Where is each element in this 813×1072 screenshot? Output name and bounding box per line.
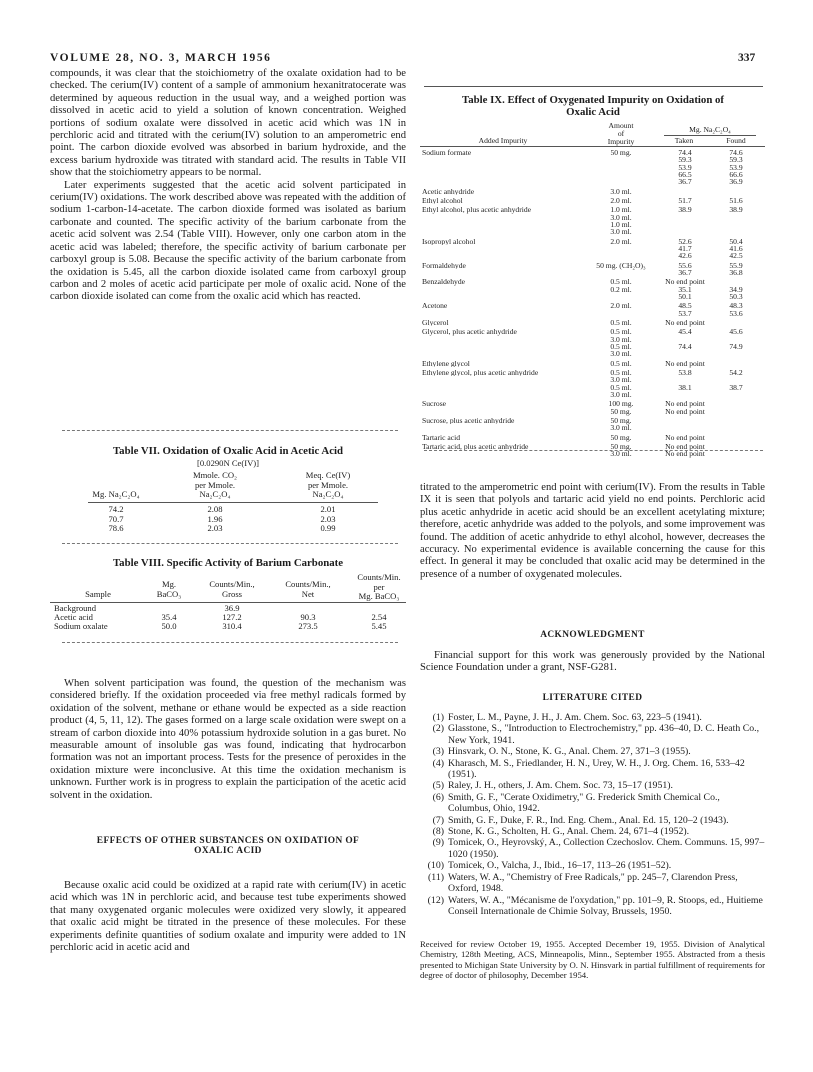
- table-row: [50, 622, 406, 631]
- cell: 2.01: [320, 504, 336, 514]
- reference-item: [420, 792, 765, 815]
- cell-name: Sucrose, plus acetic anhydride: [422, 417, 515, 425]
- table-row: [420, 238, 765, 262]
- acknowledgment-heading: ACKNOWLEDGMENT: [540, 630, 645, 640]
- reference-item: [420, 815, 765, 826]
- reference-item: [420, 860, 765, 871]
- cell: 1.96: [207, 513, 223, 524]
- cell-amount: 0.5 ml.: [610, 358, 632, 368]
- header-line: Impurity: [607, 137, 635, 146]
- table-vii-body: [50, 505, 406, 534]
- reference-text: Smith, G. F., "Cerate Oxidimetry," G. Frederick Smith Chemical Co., Columbus, Ohio, 1942.: [448, 791, 720, 815]
- header-line: BaCO₃: [156, 588, 182, 599]
- reference-item: [420, 723, 765, 746]
- cell-found: 51.6: [729, 195, 743, 205]
- table-vii: [50, 458, 406, 534]
- table-row: [420, 328, 765, 359]
- reference-text: Tomicek, O., Heyrovský, A., Collection Czechoslov. Chem. Communs. 15, 997–1020 (1950).: [448, 837, 765, 860]
- table-ix-header-impurity: Added Impurity: [478, 136, 528, 145]
- table-row: [420, 369, 765, 400]
- paragraph-stoichiometry: compounds, it was clear that the stoichiometry of the oxalate oxidation had to be checked. The cerium(IV) content of a sample of ammonium hexanitratocerate was determined by aqueous reduction in the usual way, and a weighed portion was dissolved in acetic acid to yield a solution of known concentration. Weighed portions of sodium oxalate were dissolved in acetic acid which was 1N in perchloric acid and titrated with the cerium(IV) solution to an amperometric end point. The carbon dioxide evolved was absorbed in barium hydroxide, and the excess barium hydroxide was titrated with standard acid. The results in Table VII show that the stoichiometry appears to be normal.: [50, 68, 406, 179]
- cell: 5.45: [371, 620, 387, 631]
- divider: [62, 642, 398, 643]
- cell-found: 50.4 41.6 42.5: [729, 236, 743, 261]
- reference-text: Stone, K. G., Scholten, H. G., Anal. Chem. 24, 671–4 (1952).: [448, 826, 690, 838]
- table-row: [50, 505, 406, 515]
- table-row: [50, 524, 406, 534]
- acknowledgment: [420, 650, 765, 675]
- cell-name: Ethylene glycol, plus acetic anhydride: [422, 369, 539, 377]
- cell: 78.6: [108, 523, 124, 534]
- cell-taken: 45.4 74.4: [678, 327, 692, 352]
- cell-found: 34.9 50.3: [729, 284, 743, 301]
- table-vii-title: Table VII. Oxidation of Oxalic Acid in Acetic Acid: [112, 445, 344, 457]
- cell: 35.4: [161, 611, 177, 622]
- cell-found: 48.3 53.6: [729, 301, 743, 318]
- cell-found: 54.2 38.7: [729, 368, 743, 392]
- cell-name: Tartaric acid: [422, 433, 461, 442]
- cell-name: Sucrose: [422, 400, 447, 408]
- reference-number: (6): [432, 791, 444, 803]
- cell-taken: 52.6 41.7 42.6: [678, 236, 692, 261]
- cell-name: Glycerol, plus acetic anhydride: [422, 328, 517, 336]
- reference-number: (2): [432, 723, 444, 735]
- reference-number: (9): [432, 837, 444, 849]
- header-line: Na₂C₂O₄: [199, 489, 231, 500]
- table-rule: [420, 146, 765, 147]
- table-vii-header-co2: [160, 471, 270, 500]
- header-line: per Mmole.: [194, 479, 236, 490]
- table-vii-subtitle: [0.0290N Ce(IV)]: [196, 458, 260, 468]
- cell: Sodium oxalate: [54, 620, 108, 631]
- table-row: [420, 188, 765, 197]
- table-vii-header-mg: Mg. Na₂C₂O₄: [92, 489, 140, 499]
- header-line: Mg.: [161, 579, 177, 589]
- table-viii: [50, 573, 406, 633]
- header-line: Counts/Min.,: [209, 579, 255, 589]
- cell-taken: 53.8 38.1: [678, 368, 692, 392]
- reference-text: Glasstone, S., "Introduction to Electrochemistry," pp. 436–40, D. C. Heath Co., New York, 1941.: [448, 723, 760, 746]
- reference-text: Waters, W. A., "Chemistry of Free Radicals," pp. 245–7, Clarendon Press, Oxford, 1948.: [448, 871, 738, 895]
- table-viii-header-gross: [194, 580, 270, 599]
- cell-name: Ethyl alcohol: [422, 196, 463, 205]
- left-effects: [50, 880, 406, 954]
- paragraph-solvent-participation: Later experiments suggested that the acetic acid solvent participated in cerium(IV) oxidations. The work described above was repeated with the addition of sodium 1-carbon-14-acetate. The carbon dioxide formed was isolated as barium carbonate and counted. The specific activity of the barium carbonate from the acetic acid solvent was 2.54 (Table VIII). However, only one carbon atom in the acetic acid was labeled; therefore, the specific activity of barium carbonate per carboxyl group is 5.08. Because the specific activity of the barium carbonate from the oxidation is 5.45, all the carbon dioxide isolated came from carboxyl group carbon and 2 moles of acetic acid participate per mole of oxalic acid. None of the carbon dioxide isolated can come from the oxalic acid which has reacted.: [50, 179, 406, 303]
- reference-number: (5): [432, 780, 444, 792]
- cell-taken: No end point No end point: [665, 399, 705, 416]
- title-line: Table IX. Effect of Oxygenated Impurity on Oxidation of: [461, 94, 725, 106]
- table-row: [420, 149, 765, 188]
- cell: 310.4: [222, 620, 242, 631]
- reference-number: (3): [432, 746, 444, 758]
- reference-item: [420, 712, 765, 723]
- cell-amount: 100 mg. 50 mg.: [608, 399, 634, 416]
- header-line: Na₂C₂O₄: [312, 489, 344, 500]
- cell-amount: 2.0 ml.: [610, 301, 632, 311]
- left-mechanism: [50, 678, 406, 802]
- reference-item: [420, 826, 765, 837]
- paragraph-results: titrated to the amperometric end point with cerium(IV). From the results in Table IX it is seen that polyols and tartaric acid yield no end points. Perchloric acid plus acetic anhydride in acetic acid should be an excellent acetylating mixture; therefore, acetic anhydride was added to the polyols, and some improvement was found. The addition of acetic anhydride to ethyl alcohol, however, decreases the accuracy. No experimental evidence is available concerning the cause for this effect. In general it may be concluded that oxalic acid may be determined in the presence of a number of oxygenated molecules.: [420, 482, 765, 580]
- divider: [62, 543, 398, 544]
- cell-amount: 2.0 ml.: [610, 195, 632, 205]
- title-line: Oxalic Acid: [566, 106, 620, 118]
- header-line: Net: [301, 588, 315, 599]
- cell-name: Isopropyl alcohol: [422, 237, 476, 245]
- reference-text: Kharasch, M. S., Friedlander, H. N., Urey, W. H., J. Org. Chem. 16, 533–42 (1951).: [448, 757, 745, 781]
- table-row: [420, 400, 765, 417]
- table-ix-header-amount: [588, 122, 654, 146]
- table-viii-header-mg: [146, 580, 192, 599]
- table-row: [420, 206, 765, 237]
- header-line: per Mmole.: [307, 479, 349, 490]
- reference-number: (12): [427, 894, 444, 906]
- cell-amount: 50 mg. 3.0 ml.: [610, 442, 632, 459]
- header-line: Mmole. CO₂: [192, 470, 238, 480]
- cell-amount: 50 mg.: [610, 148, 632, 157]
- cell-taken: No end point: [665, 318, 705, 328]
- table-rule: [88, 502, 378, 503]
- table-ix-header-taken: Taken: [674, 136, 694, 145]
- cell: 36.9: [224, 603, 240, 613]
- header-line: of: [617, 129, 625, 138]
- paragraph-effects: Because oxalic acid could be oxidized at a rapid rate with cerium(IV) in acetic acid which was 1N in perchloric acid, and because test tube experiments showed that many oxygenated organic molecules were oxidized very slowly, it appeared that oxalic acid might be titrated in the presence of these molecules. For these experiments definite quantities of sodium oxalate and impurity were added to 1N perchloric acid in acetic acid and: [50, 880, 406, 954]
- cell-amount: 0.5 ml. 3.0 ml. 0.5 ml. 3.0 ml.: [610, 327, 632, 359]
- reference-item: [420, 895, 765, 918]
- cell: 2.08: [207, 504, 223, 514]
- table-ix-header-found: Found: [726, 136, 746, 145]
- cell-amount: 3.0 ml.: [610, 186, 632, 196]
- reference-text: Waters, W. A., "Mécanisme de l'oxydation," pp. 101–9, R. Stoops, ed., Huitieme Conseil Internationale de Chimie Solvay, Brussels, 1950.: [448, 894, 763, 917]
- reference-item: [420, 780, 765, 791]
- cell: 70.7: [108, 513, 124, 524]
- table-ix-header-mg: Mg. Na₂C₂O₄: [689, 125, 731, 134]
- right-discussion: [420, 482, 765, 581]
- heading-line: EFFECTS OF OTHER SUBSTANCES ON OXIDATION OF: [96, 836, 360, 846]
- cell-found: 74.6 59.3 53.9 66.6 36.9: [729, 148, 743, 187]
- cell: 2.03: [207, 523, 223, 534]
- reference-text: Raley, J. H., others, J. Am. Chem. Soc. 73, 15–17 (1951).: [448, 780, 673, 792]
- table-viii-body: [50, 604, 406, 630]
- cell: Acetic acid: [54, 611, 93, 622]
- divider: [424, 450, 763, 451]
- cell-amount: 50 mg. (CH₂O)₃: [596, 260, 646, 270]
- header-line: Counts/Min.: [357, 572, 401, 582]
- page-number: 337: [738, 52, 756, 64]
- cell-taken: 48.5 53.7: [678, 301, 692, 318]
- cell: 90.3: [300, 611, 316, 622]
- literature-heading: LITERATURE CITED: [542, 693, 643, 703]
- table-row: [50, 515, 406, 525]
- table-viii-header-sample: Sample: [85, 589, 111, 599]
- footnote: Received for review October 19, 1955. Accepted December 19, 1955. Division of Analytical Chemistry, 128th Meeting, ACS, Minneapolis, Minn., September 1955. Abstracted from a thesis presented to Michigan State University by O. N. Hinsvark in partial fulfillment of requirements for degree of doctor of philosophy, December 1954.: [420, 939, 765, 981]
- reference-item: [420, 758, 765, 781]
- cell-name: Ethyl alcohol, plus acetic anhydride: [422, 206, 532, 214]
- cell-name: Formaldehyde: [422, 261, 466, 269]
- reference-number: (10): [427, 860, 444, 872]
- reference-number: (11): [428, 871, 444, 883]
- reference-number: (8): [432, 826, 444, 838]
- table-row: [420, 262, 765, 279]
- table-viii-title: Table VIII. Specific Activity of Barium Carbonate: [112, 557, 344, 569]
- reference-text: Foster, L. M., Payne, J. H., J. Am. Chem. Soc. 63, 223–5 (1941).: [448, 712, 702, 723]
- table-row: [420, 360, 765, 369]
- cell: 127.2: [222, 611, 242, 622]
- reference-text: Smith, G. F., Duke, F. R., Ind. Eng. Chem., Anal. Ed. 15, 120–2 (1943).: [448, 814, 729, 826]
- cell: 0.99: [320, 523, 336, 534]
- cell-taken: No end point No end point: [665, 442, 705, 459]
- header-line: Amount: [608, 121, 634, 130]
- cell-name: Benzaldehyde: [422, 278, 466, 286]
- table-viii-header-net: [270, 580, 346, 599]
- reference-list: [420, 712, 765, 917]
- cell-name: Ethylene glycol: [422, 359, 470, 368]
- reference-text: Tomicek, O., Valcha, J., Ibid., 16–17, 113–26 (1951–52).: [448, 860, 672, 872]
- cell-name: Acetone: [422, 302, 448, 310]
- table-row: [420, 434, 765, 443]
- table-row: [420, 319, 765, 328]
- table-ix-title: [418, 94, 768, 118]
- cell-found: 45.6 74.9: [729, 327, 743, 352]
- header-line: Gross: [221, 588, 243, 599]
- cell-taken: 38.9: [678, 205, 692, 215]
- reference-number: (4): [432, 757, 444, 769]
- cell-taken: 55.6 36.7: [678, 260, 692, 277]
- reference-item: [420, 746, 765, 757]
- header-line: Mg. BaCO₃: [358, 591, 400, 602]
- section-heading-effects: [50, 836, 406, 856]
- cell-found: 38.9: [729, 205, 743, 215]
- cell-name: Tartaric acid, plus acetic anhydride: [422, 443, 529, 451]
- cell-amount: 50 mg.: [610, 432, 632, 442]
- cell-taken: No end point: [665, 358, 705, 368]
- cell-taken: No end point 35.1 50.1: [665, 277, 705, 301]
- cell-amount: 2.0 ml.: [610, 236, 632, 246]
- cell: 273.5: [298, 620, 318, 631]
- cell: Background: [54, 603, 97, 613]
- cell-name: Acetic anhydride: [422, 187, 475, 195]
- reference-item: [420, 837, 765, 860]
- paragraph-acknowledgment: Financial support for this work was generously provided by the National Science Foundation under a grant, NSF-G281.: [420, 650, 765, 674]
- cell-found: 55.9 36.8: [729, 260, 743, 277]
- table-vii-header-ce: [278, 471, 378, 500]
- cell-amount: 50 mg. 3.0 ml.: [610, 416, 632, 433]
- reference-number: (7): [432, 814, 444, 826]
- cell: 2.03: [320, 513, 336, 524]
- table-row: [420, 197, 765, 206]
- header-line: Counts/Min.,: [285, 579, 331, 589]
- cell-amount: 0.5 ml.: [610, 318, 632, 328]
- table-row: [420, 443, 765, 460]
- cell-amount: 0.5 ml. 0.2 ml.: [610, 277, 632, 294]
- paragraph-mechanism: When solvent participation was found, the question of the mechanism was considered briefly. If the oxidation proceeded via free methyl radicals formed by oxidation of the solvent, methane or ethane would be expected as a side reaction product (4, 5, 11, 12). The gases formed on a large scale oxidation were swept on a stream of carbon dioxide into 40% potassium hydroxide solution in a gas buret. No measurable amount of insoluble gas was found, indicating that hydrocarbon formation was not an important process. Tests for the presence of peroxides in the oxidation mixture were inconclusive. At this time the oxidation mechanism is unknown. Further work is in progress to explain the participation of the acetic acid solvent in the oxidation.: [50, 678, 406, 801]
- cell-taken: 51.7: [678, 195, 692, 205]
- cell-taken: No end point: [665, 432, 705, 442]
- cell-taken: 74.4 59.3 53.9 66.5 36.7: [678, 148, 692, 187]
- table-row: [420, 278, 765, 302]
- header-line: per: [373, 581, 385, 592]
- heading-line: OXALIC ACID: [194, 846, 262, 856]
- cell-name: Glycerol: [422, 319, 449, 327]
- reference-text: Hinsvark, O. N., Stone, K. G., Anal. Chem. 27, 371–3 (1955).: [448, 746, 691, 758]
- left-intro: [50, 68, 406, 304]
- reference-item: [420, 872, 765, 895]
- cell-amount: 0.5 ml. 3.0 ml. 0.5 ml. 3.0 ml.: [610, 368, 632, 400]
- cell: 74.2: [108, 504, 124, 514]
- table-row: [420, 417, 765, 434]
- cell: 2.54: [371, 611, 387, 622]
- reference-number: (1): [432, 712, 444, 723]
- cell-name: Sodium formate: [422, 149, 472, 157]
- table-row: [420, 302, 765, 319]
- cell-amount: 1.0 ml. 3.0 ml. 1.0 ml. 3.0 ml.: [610, 205, 632, 237]
- table-ix-body: [420, 149, 765, 460]
- table-viii-header-per: [346, 573, 412, 602]
- divider: [424, 86, 763, 87]
- cell: 50.0: [161, 620, 177, 631]
- header-line: Meq. Ce(IV): [305, 470, 351, 480]
- running-header: VOLUME 28, NO. 3, MARCH 1956: [50, 52, 272, 64]
- divider: [62, 430, 398, 431]
